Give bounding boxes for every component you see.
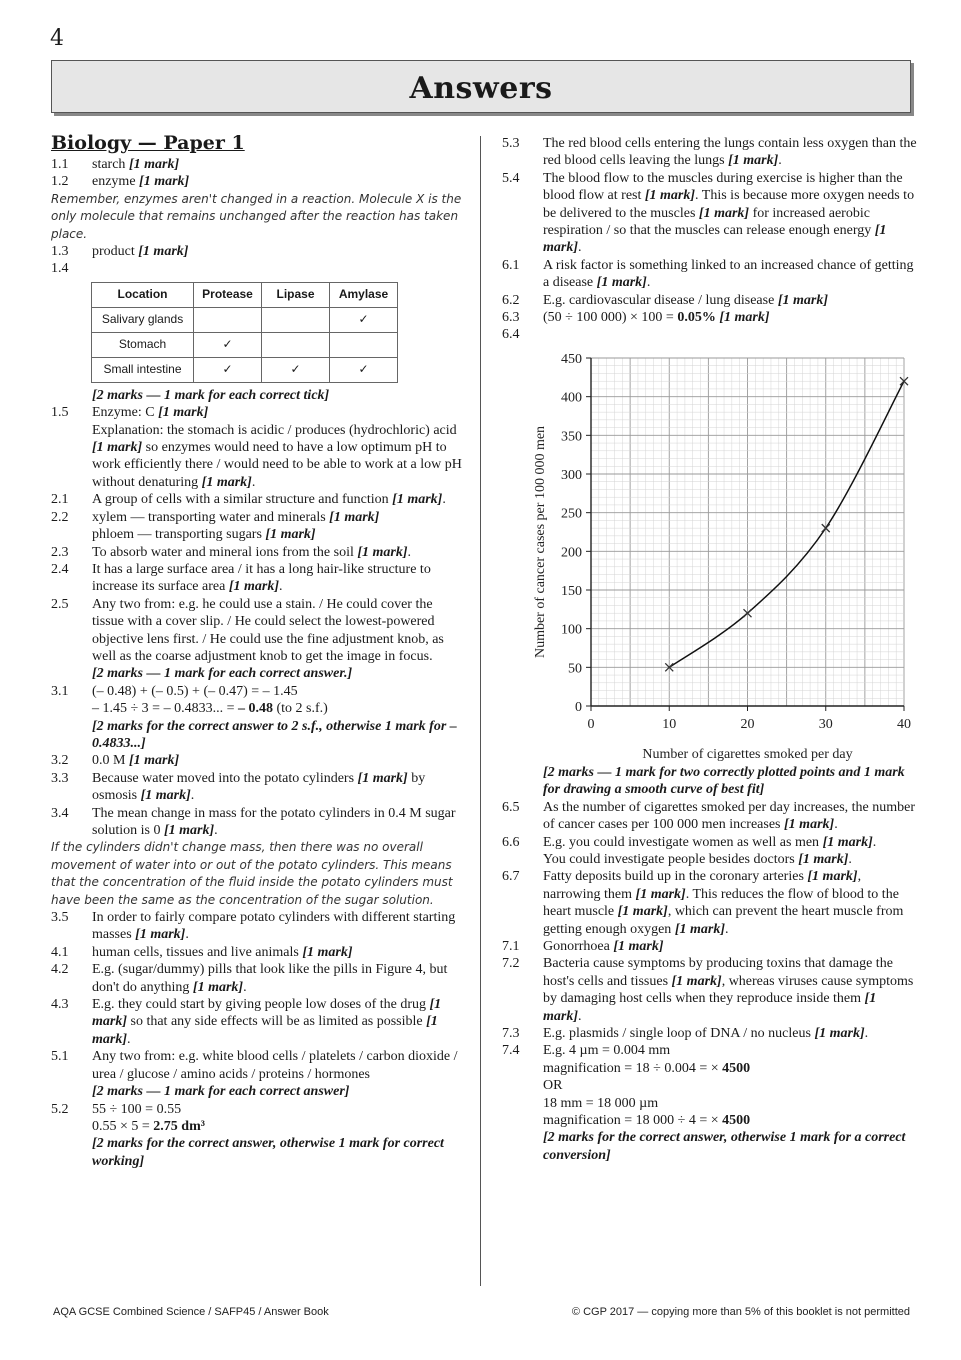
column-divider: [480, 136, 481, 1286]
tick-icon: ✓: [330, 307, 398, 332]
y-tick-label: 450: [561, 351, 582, 367]
table-header-row: Location Protease Lipase Amylase: [92, 282, 398, 307]
answer-7-2: 7.2 Bacteria cause symptoms by producing toxins that damage the host's cells and tissues [1 mark], whereas viruses cause symptoms by damaging host cells when they reproduce inside them [1 mark].: [502, 956, 914, 1024]
answer-3-4: 3.4 The mean change in mass for the potato cylinders in 0.4 M sugar solution is 0 [1 mark].: [51, 805, 456, 838]
y-tick-label: 100: [561, 622, 582, 638]
answer-5-4: 5.4 The blood flow to the muscles during exercise is higher than the blood flow at rest [1 mark]. This is because more oxygen needs to be delivered to the muscles [1 mark] for increased aerobic respiration / so that the muscles can release enough energy [1 mark].: [502, 170, 915, 256]
answer-6-5: 6.5 As the number of cigarettes smoked per day increases, the number of cancer cases per 100 000 men increases [1 mark].: [502, 799, 916, 833]
tick-icon: ✓: [194, 357, 262, 382]
answer-1-5: 1.5 Enzyme: C [1 mark] Explanation: the stomach is acidic / produces (hydrochloric) acid [1 mark] so enzymes would need to have a low optimum pH to work efficiently there / would need to be able to work at a low pH without denaturing [1 mark].: [51, 405, 462, 490]
answer-3-1: 3.1 (– 0.48) + (– 0.5) + (– 0.47) = – 1.45 – 1.45 ÷ 3 = – 0.4833... = – 0.48 (to 2 s.f.) [2 marks for the correct answer to 2 s.f., otherwise 1 mark for – 0.4833...]: [51, 683, 457, 751]
answers-banner: [51, 60, 911, 113]
tick-icon: ✓: [194, 332, 262, 357]
answer-1-1: 1.1 starch [1 mark]: [51, 157, 180, 172]
y-tick-label: 250: [561, 506, 582, 522]
x-tick-label: 30: [818, 716, 833, 732]
line-chart: [502, 344, 917, 764]
answer-6-4: 6.4: [502, 327, 520, 343]
answer-3-3: 3.3 Because water moved into the potato cylinders [1 mark] by osmosis [1 mark].: [51, 770, 426, 804]
answer-2-2: 2.2 xylem — transporting water and minerals [1 mark] phloem — transporting sugars [1 mark]: [51, 509, 380, 543]
footer-book-title: AQA GCSE Combined Science / SAFP45 / Answer Book: [53, 1306, 329, 1318]
cancer-cigarettes-chart: [502, 344, 917, 764]
y-tick-label: 200: [561, 545, 582, 561]
right-column: [502, 135, 917, 1164]
answer-6-6: 6.6 E.g. you could investigate women as well as men [1 mark]. You could investigate people besides doctors [1 mark].: [502, 834, 877, 867]
answer-6-2: 6.2 E.g. cardiovascular disease / lung disease [1 mark]: [502, 292, 828, 308]
answer-5-1: 5.1 Any two from: e.g. white blood cells / platelets / carbon dioxide / urea / glucose / amino acids / proteins / hormones [2 marks — 1 mark for each correct answer]: [51, 1049, 458, 1100]
y-tick-label: 350: [561, 429, 582, 445]
x-tick-label: 0: [587, 716, 595, 732]
answer-3-2: 3.2 0.0 M [1 mark]: [51, 753, 180, 769]
answer-1-4: 1.4: [51, 261, 69, 277]
tick-icon: ✓: [262, 357, 330, 382]
table-row: Stomach ✓: [92, 332, 398, 357]
answer-7-4: 7.4 E.g. 4 µm = 0.004 mm magnification = 18 ÷ 0.004 = × 4500 OR 18 mm = 18 000 µm magnification = 18 000 ÷ 4 = × 4500 [2 marks for the correct answer, otherwise 1 mark for a correct conversion]: [502, 1043, 906, 1163]
y-tick-label: 400: [561, 390, 582, 406]
tick-icon: ✓: [330, 357, 398, 382]
footer-copyright: © CGP 2017 — copying more than 5% of this booklet is not permitted: [571, 1306, 910, 1318]
note-enzymes: Remember, enzymes aren't changed in a reaction. Molecule X is the only molecule that remains unchanged after the reaction has taken place.: [51, 191, 462, 241]
answer-6-7: 6.7 Fatty deposits build up in the coronary arteries [1 mark], narrowing them [1 mark]. This reduces the flow of blood to the heart muscle [1 mark], which can prevent the heart muscle from getting enough oxygen [1 mark].: [502, 869, 904, 937]
answer-1-3: 1.3 product [1 mark]: [51, 244, 189, 260]
banner-title: Answers: [409, 71, 553, 106]
section-title: Biology — Paper 1: [51, 132, 245, 154]
answer-5-3: 5.3 The red blood cells entering the lungs contain less oxygen than the red blood cells leaving the lungs [1 mark].: [502, 136, 917, 169]
answer-7-1: 7.1 Gonorrhoea [1 mark]: [502, 938, 664, 954]
y-axis-label: Number of cancer cases per 100 000 men: [533, 425, 548, 658]
y-tick-label: 150: [561, 583, 582, 599]
table-row: Small intestine ✓ ✓ ✓: [92, 357, 398, 382]
graph-marks: [2 marks — 1 mark for two correctly plotted points and 1 mark for drawing a smooth curve of best fit]: [543, 764, 905, 798]
page-number: 4: [50, 26, 64, 51]
answer-3-5: 3.5 In order to fairly compare potato cylinders with different starting masses [1 mark].: [51, 910, 456, 943]
x-axis-label: Number of cigarettes smoked per day: [642, 746, 853, 762]
table-marks: [2 marks — 1 mark for each correct tick]: [92, 387, 330, 403]
note-osmosis: If the cylinders didn't change mass, then there was no overall movement of water into or out of the potato cylinders. This means that the concentration of the fluid inside the potato cylinders must have been the same as the concentration of the sugar solution.: [51, 840, 453, 907]
answer-4-3: 4.3 E.g. they could start by giving people low doses of the drug [1 mark] so that any side effects will be as limited as possible [1 mark].: [51, 997, 442, 1047]
x-tick-label: 20: [740, 716, 755, 732]
x-tick-label: 40: [897, 716, 911, 732]
answer-2-1: 2.1 A group of cells with a similar structure and function [1 mark].: [51, 492, 446, 508]
answer-4-2: 4.2 E.g. (sugar/dummy) pills that look like the pills in Figure 4, but don't do anything [1 mark].: [51, 962, 448, 995]
answer-4-1: 4.1 human cells, tissues and live animals [1 mark]: [51, 944, 353, 960]
answer-5-2: 5.2 55 ÷ 100 = 0.55 0.55 × 5 = 2.75 dm³ [2 marks for the correct answer, otherwise 1 mark for correct working]: [51, 1101, 444, 1169]
answer-7-3: 7.3 E.g. plasmids / single loop of DNA / no nucleus [1 mark].: [502, 1025, 869, 1041]
enzyme-table: [91, 282, 398, 383]
y-tick-label: 300: [561, 467, 582, 483]
answer-6-3: 6.3 (50 ÷ 100 000) × 100 = 0.05% [1 mark]: [502, 310, 770, 326]
x-tick-label: 10: [662, 716, 677, 732]
left-column: [51, 132, 466, 1170]
y-tick-label: 50: [568, 661, 582, 677]
answer-2-3: 2.3 To absorb water and mineral ions from the soil [1 mark].: [51, 544, 412, 560]
answer-2-5: 2.5 Any two from: e.g. he could use a stain. / He could cover the tissue with a cover slip. / He could select the lowest-powered objective lens first. / He could use the fine adjustment knob, as well as the coarse adjustment knob to get the image in focus. [2 marks — 1 mark for each correct answer.]: [51, 596, 444, 682]
answer-6-1: 6.1 A risk factor is something linked to an increased chance of getting a disease [1 mark].: [502, 257, 914, 291]
answer-1-2: 1.2 enzyme [1 mark]: [51, 174, 190, 190]
table-row: Salivary glands ✓: [92, 307, 398, 332]
y-tick-label: 0: [575, 699, 582, 715]
answer-2-4: 2.4 It has a large surface area / it has a long hair-like structure to increase its surface area [1 mark].: [51, 561, 431, 595]
